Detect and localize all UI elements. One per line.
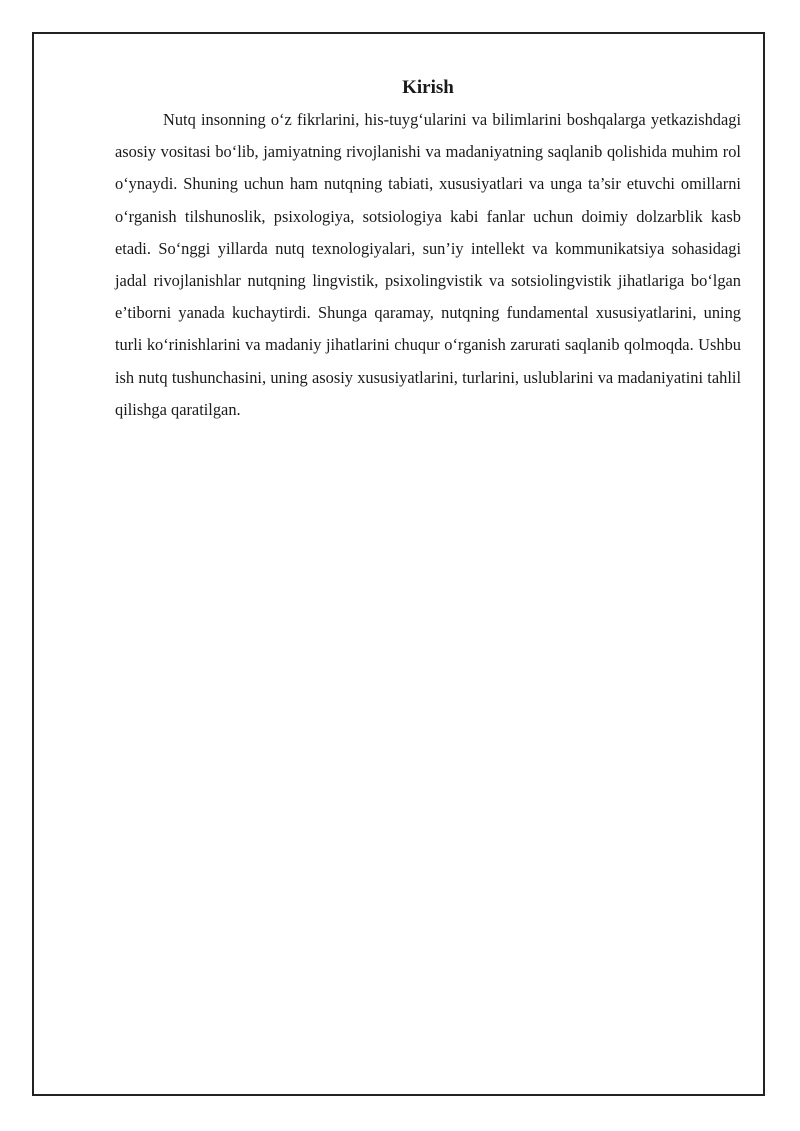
document-title: Kirish: [402, 77, 454, 98]
document-content: [115, 76, 741, 426]
introduction-paragraph: Nutq insonning o‘z fikrlarini, his-tuyg‘ularini va bilimlarini boshqalarga yetkazishdagi asosiy vositasi bo‘lib, jamiyatning rivojlanishi va madaniyatning saqlanib qolishida muhim rol o‘ynaydi. Shuning uchun ham nutqning tabiati, xususiyatlari va unga ta’sir etuvchi omillarni o‘rganish tilshunoslik, psixologiya, sotsiologiya kabi fanlar uchun doimiy dolzarblik kasb etadi. So‘nggi yillarda nutq texnologiyalari, sun’iy intellekt va kommunikatsiya sohasidagi jadal rivojlanishlar nutqning lingvistik, psixolingvistik va sotsiolingvistik jihatlariga bo‘lgan e’tiborni yanada kuchaytirdi. Shunga qaramay, nutqning fundamental xususiyatlarini, uning turli ko‘rinishlarini va madaniy jihatlarini chuqur o‘rganish zarurati saqlanib qolmoqda. Ushbu ish nutq tushunchasini, uning asosiy xususiyatlarini, turlarini, uslublarini va madaniyatini tahlil qilishga qaratilgan.: [115, 110, 741, 419]
